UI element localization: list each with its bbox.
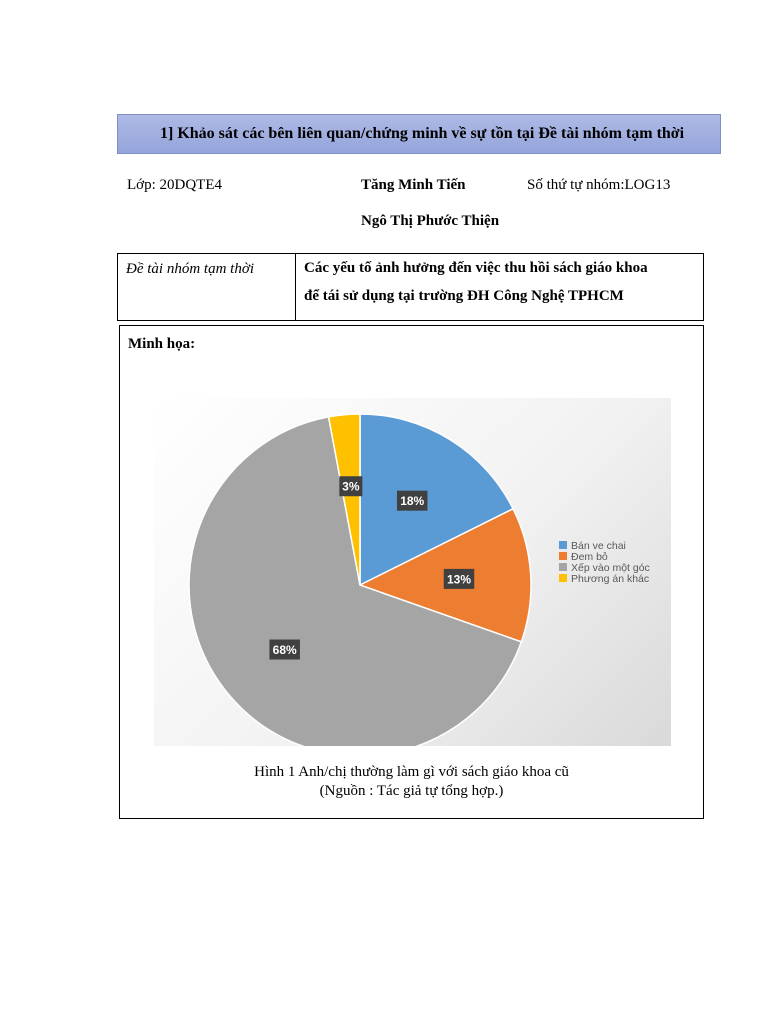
legend-swatch-3: [559, 574, 567, 582]
topic-line-2: để tái sử dụng tại trường ĐH Công Nghệ TPHCM: [304, 288, 624, 304]
pie-data-label-0: [397, 491, 428, 511]
topic-table: [117, 253, 704, 321]
pie-chart: [154, 398, 671, 746]
svg-text:13%: 13%: [446, 572, 472, 587]
pie-chart-area: [154, 398, 671, 746]
figure-caption: Hình 1 Anh/chị thường làm gì với sách giáo khoa cũ: [254, 764, 569, 780]
legend-label-2: Xếp vào một góc: [571, 562, 650, 574]
legend-label-0: Bán ve chai: [571, 540, 626, 552]
legend-swatch-0: [559, 541, 567, 549]
legend-label-3: Phương án khác: [571, 573, 650, 585]
figure-box: [119, 325, 704, 819]
legend-swatch-2: [559, 563, 567, 571]
figure-source: (Nguồn : Tác giả tự tổng hợp.): [319, 783, 504, 799]
legend-label-1: Đem bỏ: [571, 551, 608, 563]
legend-swatch-1: [559, 552, 567, 560]
member-name-2: Ngô Thị Phước Thiện: [361, 213, 500, 229]
member-name-1: Tăng Minh Tiến: [361, 177, 466, 193]
pie-data-label-1: [444, 569, 475, 589]
svg-text:18%: 18%: [400, 494, 425, 509]
topic-line-1: Các yếu tố ảnh hưởng đến việc thu hồi sách giáo khoa: [304, 260, 648, 276]
figure-title: Minh họa:: [128, 336, 196, 352]
pie-data-label-3: [339, 476, 362, 496]
svg-text:68%: 68%: [272, 643, 297, 658]
topic-label: Đề tài nhóm tạm thời: [118, 254, 296, 320]
group-number-label: Số thứ tự nhóm:LOG13: [527, 177, 671, 193]
svg-text:3%: 3%: [342, 479, 360, 494]
section-heading: 1] Khảo sát các bên liên quan/chứng minh về sự tồn tại Đề tài nhóm tạm thời: [117, 114, 721, 154]
class-label: Lớp: 20DQTE4: [127, 177, 223, 193]
pie-data-label-2: [269, 640, 300, 660]
topic-value: [297, 254, 703, 320]
